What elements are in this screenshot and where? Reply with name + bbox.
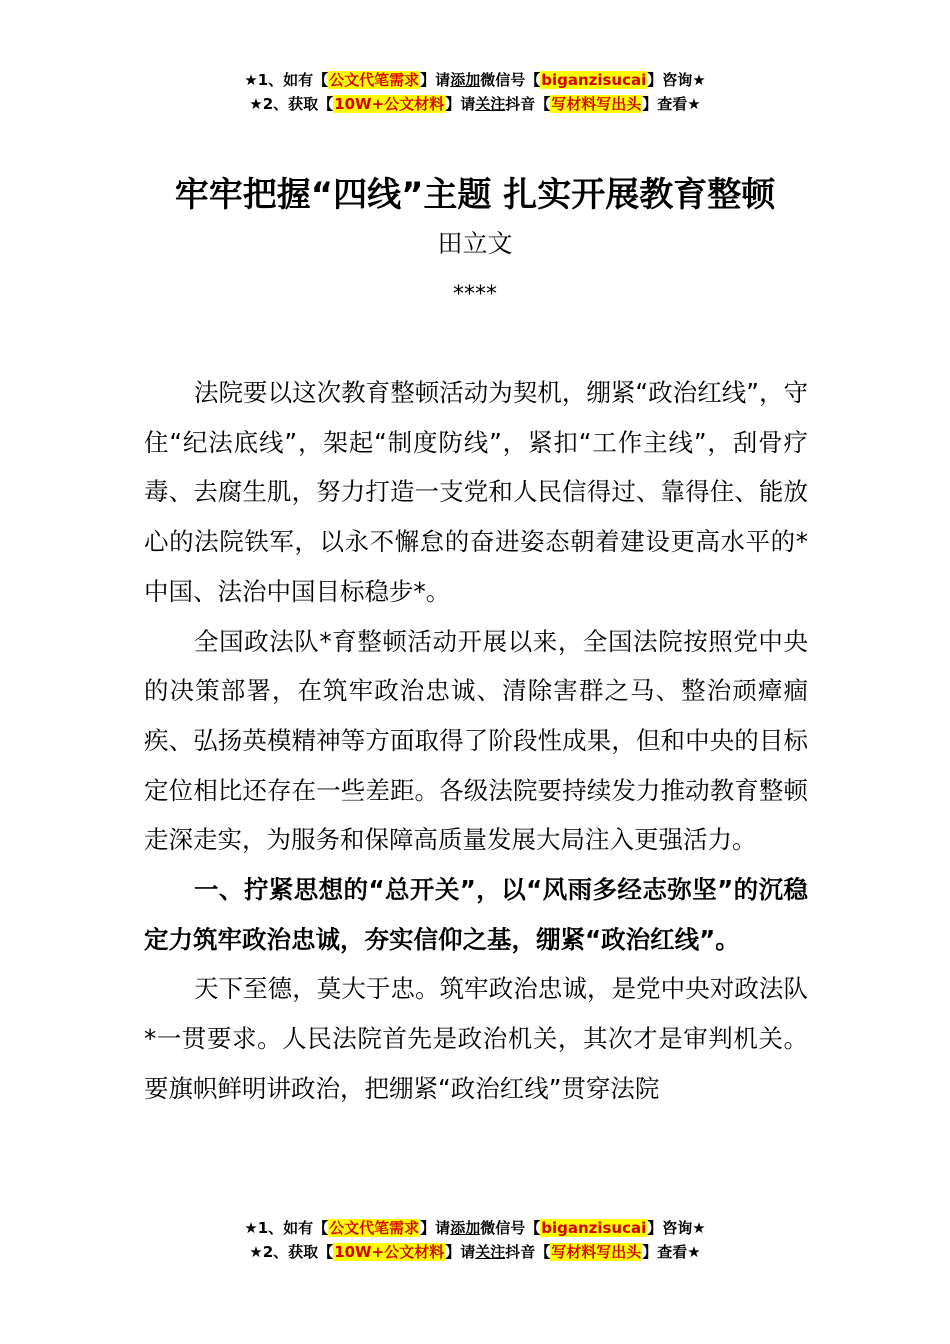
banner-line-1 <box>0 68 950 92</box>
banner-line-1 <box>0 1216 950 1240</box>
banner-text: ★1、如有【 <box>244 1219 329 1237</box>
banner-douyin-account: 写材料写出头 <box>551 95 642 113</box>
banner-text: 抖音【 <box>505 95 551 113</box>
banner-text: 】咨询★ <box>647 1219 706 1237</box>
banner-line-2 <box>0 92 950 116</box>
document-author: 田立文 <box>437 229 513 258</box>
banner-wechat-id: biganzisucai <box>541 71 647 89</box>
banner-highlight: 10W+公文材料 <box>334 95 445 113</box>
banner-text: 抖音【 <box>505 1243 551 1261</box>
banner-underlined: 关注 <box>475 95 506 113</box>
banner-underlined: 添加 <box>450 71 481 89</box>
banner-text: 】请 <box>420 71 451 89</box>
document-body <box>144 368 808 1114</box>
banner-text: 】咨询★ <box>647 71 706 89</box>
banner-text: 】请 <box>420 1219 451 1237</box>
banner-text: 微信号【 <box>480 71 541 89</box>
banner-highlight: 公文代笔需求 <box>329 71 420 89</box>
banner-text: 】查看★ <box>642 1243 701 1261</box>
document-stars: **** <box>453 282 497 307</box>
banner-wechat-id: biganzisucai <box>541 1219 647 1237</box>
banner-douyin-account: 写材料写出头 <box>551 1243 642 1261</box>
banner-underlined: 关注 <box>475 1243 506 1261</box>
bottom-banner <box>0 1216 950 1264</box>
banner-text: ★2、获取【 <box>249 1243 334 1261</box>
paragraph: 天下至德，莫大于忠。筑牢政治忠诚，是党中央对政法队*一贯要求。人民法院首先是政治机关，其次才是审判机关。要旗帜鲜明讲政治，把绷紧“政治红线”贯穿法院 <box>144 974 808 1103</box>
banner-text: ★2、获取【 <box>249 95 334 113</box>
section-heading: 一、拧紧思想的“总开关”，以“风雨多经志弥坚”的沉稳定力筑牢政治忠诚，夯实信仰之基，绷紧“政治红线”。 <box>144 875 808 954</box>
banner-line-2 <box>0 1240 950 1264</box>
banner-text: 微信号【 <box>480 1219 541 1237</box>
banner-text: ★1、如有【 <box>244 71 329 89</box>
paragraph: 法院要以这次教育整顿活动为契机，绷紧“政治红线”，守住“纪法底线”，架起“制度防线”，紧扣“工作主线”，刮骨疗毒、去腐生肌，努力打造一支党和人民信得过、靠得住、能放心的法院铁军，以永不懈怠的奋进姿态朝着建设更高水平的*中国、法治中国目标稳步*。 <box>144 378 808 606</box>
banner-text: 】查看★ <box>642 95 701 113</box>
banner-underlined: 添加 <box>450 1219 481 1237</box>
top-banner <box>0 68 950 116</box>
banner-highlight: 10W+公文材料 <box>334 1243 445 1261</box>
banner-text: 】请 <box>445 1243 476 1261</box>
banner-text: 】请 <box>445 95 476 113</box>
banner-highlight: 公文代笔需求 <box>329 1219 420 1237</box>
paragraph: 全国政法队*育整顿活动开展以来，全国法院按照党中央的决策部署，在筑牢政治忠诚、清除害群之马、整治顽瘴痼疾、弘扬英模精神等方面取得了阶段性成果，但和中央的目标定位相比还存在一些差距。各级法院要持续发力推动教育整顿走深走实，为服务和保障高质量发展大局注入更强活力。 <box>144 626 808 855</box>
document-title: 牢牢把握“四线”主题 扎实开展教育整顿 <box>174 175 776 215</box>
